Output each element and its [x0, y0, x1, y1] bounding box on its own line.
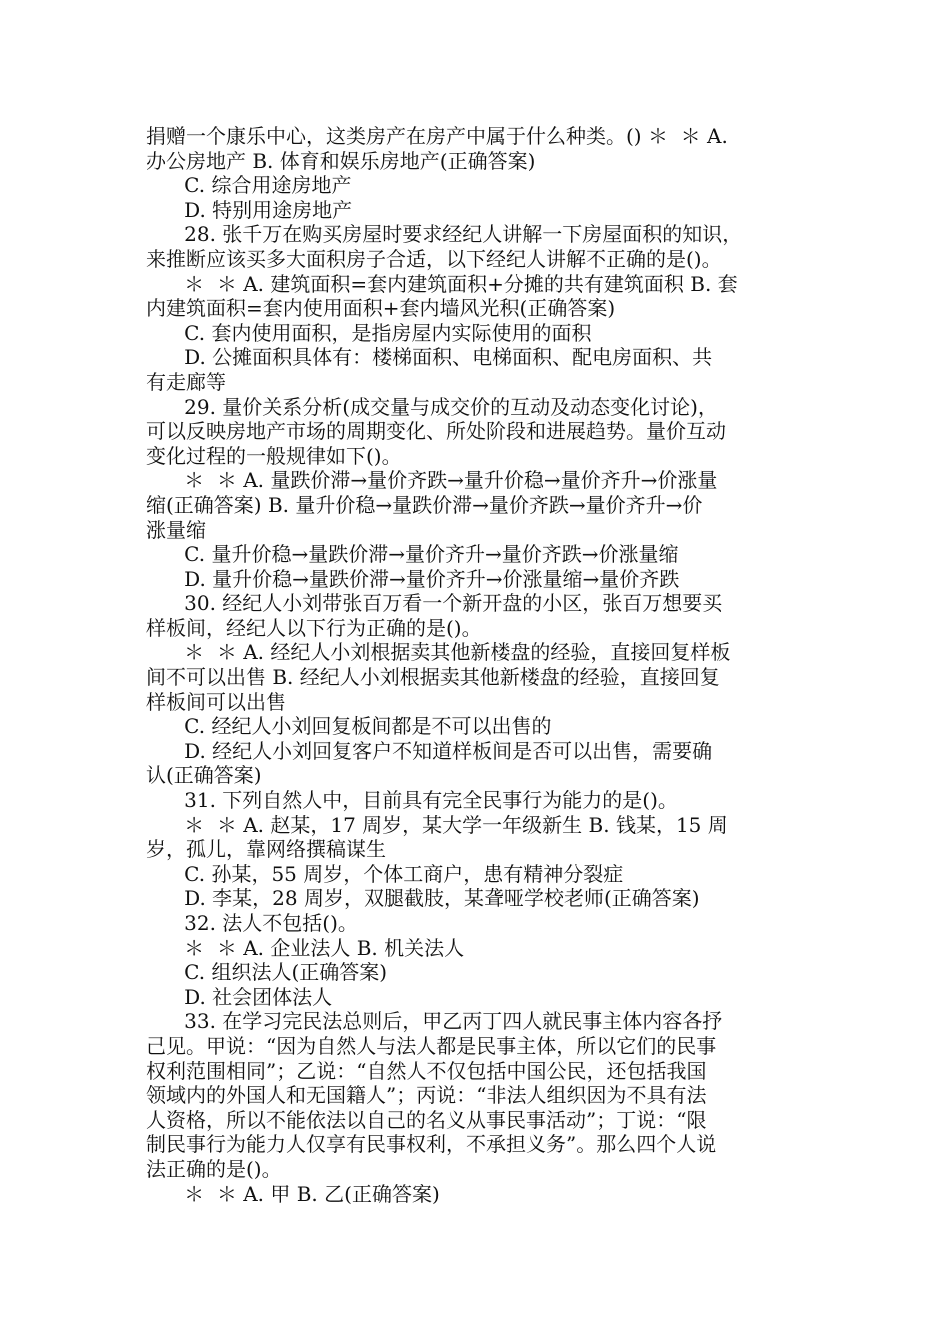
text-line: ＊ ＊ A. 企业法人 B. 机关法人	[146, 935, 465, 960]
text-line: 岁，孤儿，靠网络撰稿谋生	[146, 837, 386, 862]
text-line: 有走廊等	[146, 369, 226, 394]
text-line: 涨量缩	[146, 517, 206, 542]
text-line: 可以反映房地产市场的周期变化、所处阶段和进展趋势。量价互动	[146, 419, 726, 444]
text-line: C. 孙某，55 周岁，个体工商户，患有精神分裂症	[146, 861, 624, 886]
text-line: D. 社会团体法人	[146, 984, 333, 1009]
text-line: ＊ ＊ A. 赵某，17 周岁，某大学一年级新生 B. 钱某，15 周	[146, 812, 728, 837]
text-line: 30. 经纪人小刘带张百万看一个新开盘的小区，张百万想要买	[146, 591, 723, 616]
text-line: C. 组织法人(正确答案)	[146, 960, 388, 985]
text-line: 法正确的是()。	[146, 1156, 282, 1181]
text-line: 缩(正确答案) B. 量升价稳→量跌价滞→量价齐跌→量价齐升→价	[146, 492, 703, 517]
text-line: C. 经纪人小刘回复板间都是不可以出售的	[146, 714, 552, 739]
text-line: 28. 张千万在购买房屋时要求经纪人讲解一下房屋面积的知识，	[146, 222, 743, 247]
text-line: 间不可以出售 B. 经纪人小刘根据卖其他新楼盘的经验，直接回复	[146, 665, 720, 690]
text-line: D. 李某，28 周岁，双腿截肢，某聋哑学校老师(正确答案)	[146, 886, 700, 911]
text-line: ＊ ＊ A. 建筑面积=套内建筑面积+分摊的共有建筑面积 B. 套	[146, 271, 738, 296]
text-line: C. 量升价稳→量跌价滞→量价齐升→量价齐跌→价涨量缩	[146, 542, 679, 567]
text-line: 领域内的外国人和无国籍人”；丙说：“非法人组织因为不具有法	[146, 1083, 707, 1108]
text-line: ＊ ＊ A. 甲 B. 乙(正确答案)	[146, 1181, 440, 1206]
text-line: 制民事行为能力人仅享有民事权利，不承担义务”。那么四个人说	[146, 1132, 717, 1157]
text-line: 变化过程的一般规律如下()。	[146, 443, 402, 468]
text-line: C. 套内使用面积，是指房屋内实际使用的面积	[146, 320, 592, 345]
text-line: D. 特别用途房地产	[146, 197, 353, 222]
text-line: 31. 下列自然人中，目前具有完全民事行为能力的是()。	[146, 788, 678, 813]
text-line: 样板间可以出售	[146, 689, 286, 714]
text-line: 来推断应该买多大面积房子合适，以下经纪人讲解不正确的是()。	[146, 246, 722, 271]
text-line: 认(正确答案)	[146, 763, 262, 788]
text-line: C. 综合用途房地产	[146, 173, 352, 198]
text-line: D. 经纪人小刘回复客户不知道样板间是否可以出售，需要确	[146, 738, 713, 763]
text-line: D. 量升价稳→量跌价滞→量价齐升→价涨量缩→量价齐跌	[146, 566, 680, 591]
text-line: 32. 法人不包括()。	[146, 911, 358, 935]
text-line: 己见。甲说：“因为自然人与法人都是民事主体，所以它们的民事	[146, 1033, 717, 1058]
text-line: 内建筑面积=套内使用面积+套内墙风光积(正确答案)	[146, 296, 616, 321]
text-line: 权利范围相同”；乙说：“自然人不仅包括中国公民，还包括我国	[146, 1058, 707, 1083]
text-line: 办公房地产 B. 体育和娱乐房地产(正确答案)	[146, 148, 536, 173]
text-line: 捐赠一个康乐中心，这类房产在房产中属于什么种类。() ＊ ＊ A.	[146, 124, 728, 148]
document-body	[146, 124, 810, 1206]
text-line: 33. 在学习完民法总则后，甲乙丙丁四人就民事主体内容各抒	[146, 1009, 723, 1034]
text-line: D. 公摊面积具体有：楼梯面积、电梯面积、配电房面积、共	[146, 345, 713, 370]
text-line: ＊ ＊ A. 量跌价滞→量价齐跌→量升价稳→量价齐升→价涨量	[146, 468, 718, 493]
text-line: 人资格，所以不能依法以自己的名义从事民事活动”；丁说：“限	[146, 1107, 707, 1132]
text-line: 29. 量价关系分析(成交量与成交价的互动及动态变化讨论)，	[146, 394, 718, 419]
text-line: ＊ ＊ A. 经纪人小刘根据卖其他新楼盘的经验，直接回复样板	[146, 640, 731, 665]
text-line: 样板间，经纪人以下行为正确的是()。	[146, 615, 482, 640]
